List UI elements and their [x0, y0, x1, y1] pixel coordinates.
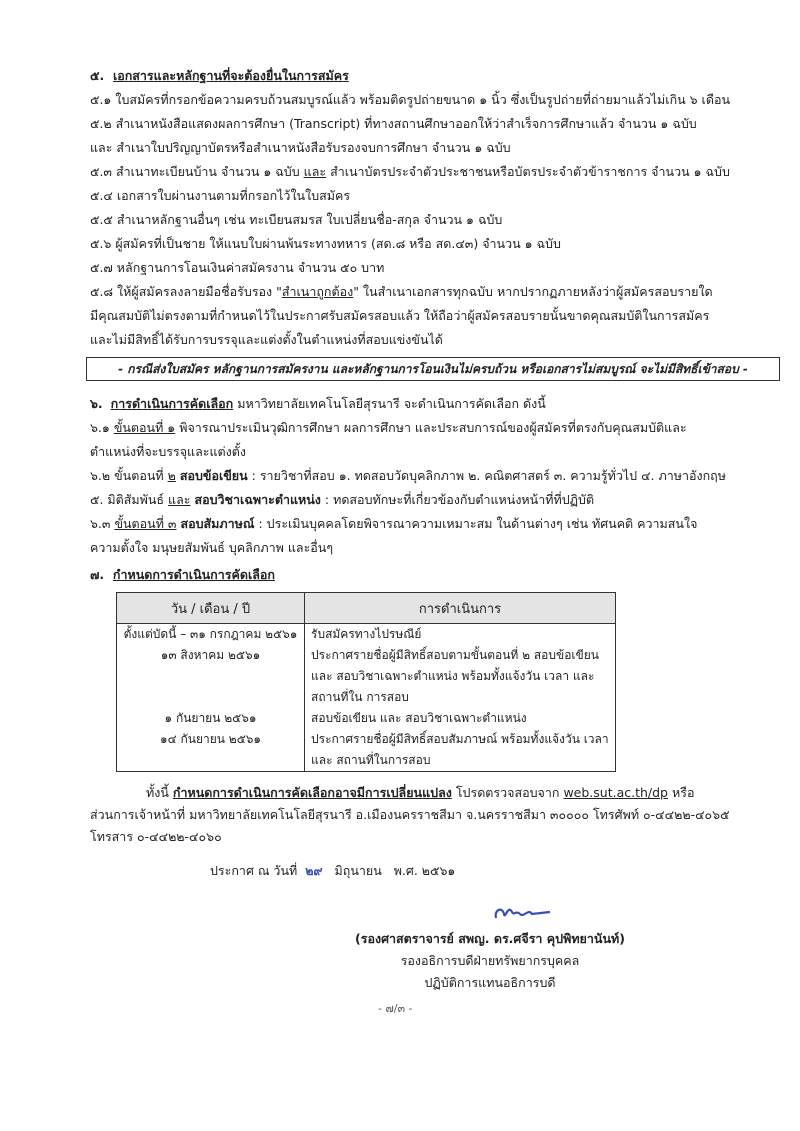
text: ๒	[167, 468, 176, 483]
signatory-position: รองอธิการบดีฝ่ายทรัพยากรบุคคล	[400, 953, 580, 968]
item-5-7: ๕.๗ หลักฐานการโอนเงินค่าสมัครงาน จำนวน ๕๐ บาท	[90, 260, 385, 275]
action-cell: สอบข้อเขียน และ สอบวิชาเฉพาะตำแหน่ง	[305, 708, 616, 729]
text: กำหนดการดำเนินการคัดเลือกอาจมีการเปลี่ยนแปลง	[172, 785, 452, 800]
step-6-3-cont: ความตั้งใจ มนุษยสัมพันธ์ บุคลิกภาพ และอื่นๆ	[90, 540, 334, 555]
section-title: การดำเนินการคัดเลือก	[110, 396, 234, 411]
text: ๕. มิติสัมพันธ์	[90, 492, 165, 507]
item-5-3	[90, 162, 730, 182]
item-5-2-cont: และ สำเนาใบปริญญาบัตรหรือสำเนาหนังสือรับรองจบการศึกษา จำนวน ๑ ฉบับ	[90, 140, 511, 155]
text: โปรดตรวจสอบจาก	[455, 785, 560, 800]
section7-heading	[90, 565, 275, 585]
text: ๖.๒ ขั้นตอนที่	[90, 468, 164, 483]
item-5-1: ๕.๑ ใบสมัครที่กรอกข้อความครบถ้วนสมบูรณ์แล้ว พร้อมติดรูปถ่ายขนาด ๑ นิ้ว ซึ่งเป็นรูปถ่ายที่ถ่ายมาแล้วไม่เกิน ๖ เดือน	[90, 92, 731, 107]
schedule-table	[116, 592, 616, 772]
text: สำเนาบัตรประจำตัวประชาชนหรือบัตรประจำตัวข้าราชการ จำนวน ๑ ฉบับ	[330, 164, 730, 179]
section6-heading	[90, 394, 546, 414]
text: ๖.๑	[90, 420, 110, 435]
section-number: ๖.	[90, 396, 103, 411]
text: " ในสำเนาเอกสารทุกฉบับ หากปรากฏภายหลังว่าผู้สมัครสอบรายใด	[353, 284, 713, 299]
signatory-name: (รองศาสตราจารย์ สพญ. ดร.ศจีรา คุปพิทยานันท์)	[355, 931, 625, 946]
text: ทั้งนี้	[146, 785, 169, 800]
header-date: วัน / เดือน / ปี	[117, 593, 305, 624]
text: : ทดสอบทักษะที่เกี่ยวข้องกับตำแหน่งหน้าที่ที่ปฏิบัติ	[324, 492, 595, 507]
section5-heading	[90, 66, 349, 86]
step-6-1-cont: ตำแหน่งที่จะบรรจุและแต่งตั้ง	[90, 444, 246, 459]
date-cell: ตั้งแต่บัดนี้ – ๓๑ กรกฎาคม ๒๕๖๑	[117, 624, 305, 646]
item-5-6: ๕.๖ ผู้สมัครที่เป็นชาย ให้แนบใบผ่านพ้นระทางทหาร (สด.๘ หรือ สด.๔๓) จำนวน ๑ ฉบับ	[90, 236, 561, 251]
text: พ.ศ. ๒๕๖๑	[393, 863, 456, 878]
text: ประกาศ ณ วันที่	[210, 863, 298, 878]
step-6-2-cont	[90, 490, 594, 510]
text: ๕.๘ ให้ผู้สมัครลงลายมือชื่อรับรอง "	[90, 284, 282, 299]
action-cell: ประกาศรายชื่อผู้มีสิทธิ์สอบสัมภาษณ์ พร้อมทั้งแจ้งวัน เวลา และ สถานที่ในการสอบ	[305, 729, 616, 772]
text: ขั้นตอนที่ ๑	[113, 420, 176, 435]
text: สอบข้อเขียน	[179, 468, 248, 483]
item-5-2: ๕.๒ สำเนาหนังสือแสดงผลการศึกษา (Transcript) ที่ทางสถานศึกษาออกให้ว่าสำเร็จการศึกษาแล้ว จำนวน ๑ ฉบับ	[90, 116, 697, 131]
text: และ	[303, 164, 327, 179]
table-row	[117, 624, 616, 646]
item-5-4: ๕.๔ เอกสารใบผ่านงานตามที่กรอกไว้ในใบสมัคร	[90, 188, 351, 203]
announce-date	[0, 860, 800, 882]
section-title: เอกสารและหลักฐานที่จะต้องยื่นในการสมัคร	[112, 68, 349, 83]
handwritten-day: ๒๙	[305, 863, 323, 878]
step-6-1	[90, 418, 687, 438]
section-title: กำหนดการดำเนินการคัดเลือก	[112, 567, 275, 582]
lower-content	[0, 592, 800, 1020]
text: : รายวิชาที่สอบ ๑. ทดสอบวัดบุคลิกภาพ ๒. คณิตศาสตร์ ๓. ความรู้ทั่วไป ๔. ภาษาอังกฤษ	[251, 468, 726, 483]
page-number: - ๗/๓ -	[378, 1002, 413, 1015]
section-number: ๗.	[90, 567, 105, 582]
action-cell: รับสมัครทางไปรษณีย์	[305, 624, 616, 646]
footer-note	[0, 782, 800, 804]
text: ๖.๓	[90, 516, 111, 531]
step-6-3	[90, 514, 697, 534]
item-5-5: ๕.๕ สำเนาหลักฐานอื่นๆ เช่น ทะเบียนสมรส ใบเปลี่ยนชื่อ-สกุล จำนวน ๑ ฉบับ	[90, 212, 503, 227]
table-row	[117, 708, 616, 729]
text: สำเนาถูกต้อง	[281, 284, 354, 299]
footer-note-line2: ส่วนการเจ้าหน้าที่ มหาวิทยาลัยเทคโนโลยีสุรนารี อ.เมืองนครราชสีมา จ.นครราชสีมา ๓๐๐๐๐ โทรศัพท์ ๐-๔๔๒๒-๔๐๖๕	[90, 807, 730, 822]
signature-image	[492, 896, 552, 926]
text: สอบวิชาเฉพาะตำแหน่ง	[194, 492, 321, 507]
date-cell: ๑ กันยายน ๒๕๖๑	[117, 708, 305, 729]
item-5-8	[90, 282, 713, 302]
text: พิจารณาประเมินวุฒิการศึกษา ผลการศึกษา และประสบการณ์ของผู้สมัครที่ตรงกับคุณสมบัติและ	[179, 420, 687, 435]
website-link[interactable]: web.sut.ac.th/dp	[563, 785, 668, 800]
section-number: ๕.	[90, 68, 105, 83]
item-5-8-cont2: และไม่มีสิทธิ์ได้รับการบรรจุและแต่งตั้งในตำแหน่งที่สอบแข่งขันได้	[90, 332, 443, 347]
table-row	[117, 645, 616, 708]
footer-note-line3: โทรสาร ๐-๔๔๒๒-๔๐๖๐	[90, 829, 222, 844]
text: สอบสัมภาษณ์	[180, 516, 255, 531]
date-cell: ๑๓ สิงหาคม ๒๕๖๑	[117, 645, 305, 708]
header-action: การดำเนินการ	[305, 593, 616, 624]
table-header	[117, 593, 616, 624]
action-cell: ประกาศรายชื่อผู้มีสิทธิ์สอบตามขั้นตอนที่ ๒ สอบข้อเขียนและ สอบวิชาเฉพาะตำแหน่ง พร้อมทั้งแจ้งวัน เวลา และสถานที่ใน การสอบ	[305, 645, 616, 708]
step-6-2	[90, 466, 726, 486]
text: ๕.๓ สำเนาทะเบียนบ้าน จำนวน ๑ ฉบับ	[90, 164, 300, 179]
text: มหาวิทยาลัยเทคโนโลยีสุรนารี จะดำเนินการคัดเลือก ดังนี้	[237, 396, 546, 411]
date-cell: ๑๔ กันยายน ๒๕๖๑	[117, 729, 305, 772]
text: มิถุนายน	[334, 863, 382, 878]
text: และ	[168, 492, 191, 507]
item-5-8-cont: มีคุณสมบัติไม่ตรงตามที่กำหนดไว้ในประกาศรับสมัครสอบแล้ว ให้ถือว่าผู้สมัครสอบรายนั้นขาดคุณสมบัติในการสมัคร	[90, 308, 710, 323]
text: หรือ	[671, 785, 695, 800]
table-row	[117, 729, 616, 772]
text: ขั้นตอนที่ ๓	[114, 516, 177, 531]
signatory-acting: ปฏิบัติการแทนอธิการบดี	[424, 975, 556, 990]
notice-box: - กรณีส่งใบสมัคร หลักฐานการสมัครงาน และหลักฐานการโอนเงินไม่ครบถ้วน หรือเอกสารไม่สมบูรณ์ จะไม่มีสิทธิ์เข้าสอบ -	[86, 357, 780, 381]
text: : ประเมินบุคคลโดยพิจารณาความเหมาะสม ในด้านต่างๆ เช่น ทัศนคติ ความสนใจ	[258, 516, 698, 531]
